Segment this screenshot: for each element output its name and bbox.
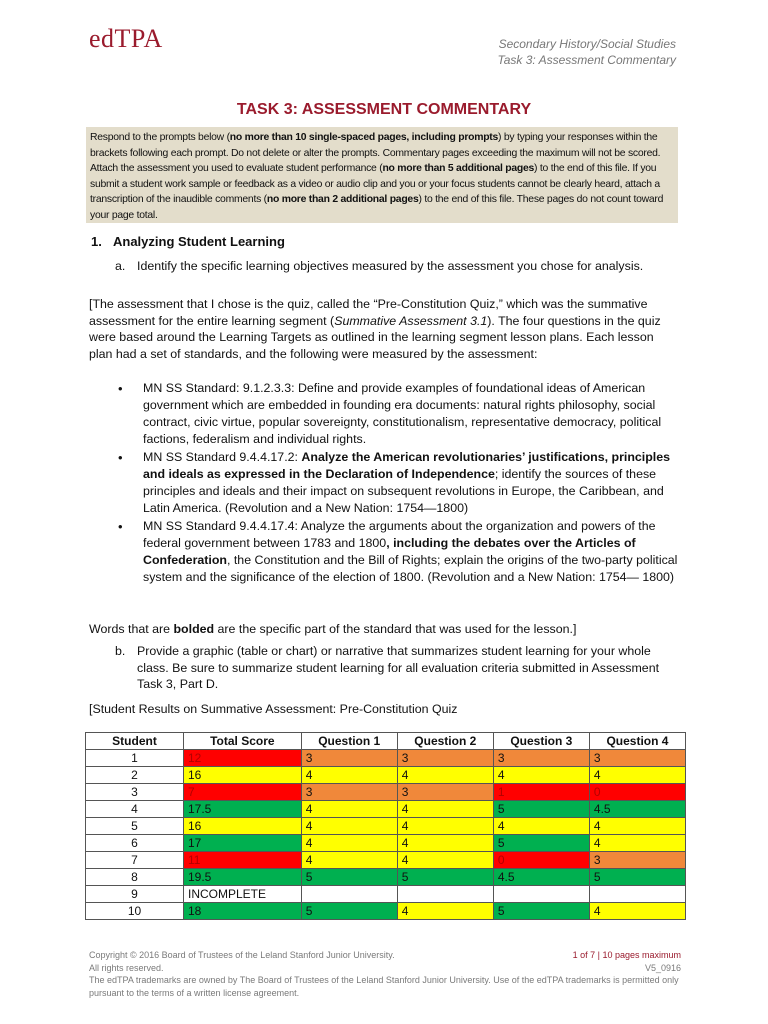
score-cell: 5 — [493, 903, 589, 920]
instructions-bold: no more than 2 additional pages — [266, 194, 419, 206]
score-cell: 19.5 — [184, 869, 302, 886]
page-number: 1 of 7 | 10 pages maximum — [572, 950, 681, 960]
score-cell: 4 — [589, 835, 685, 852]
standard-text: MN SS Standard 9.4.4.17.4: Analyze the arguments about the organization and powers of the federal government between 1783 and 1800 — [143, 519, 656, 550]
score-cell: 3 — [397, 784, 493, 801]
standard-item — [116, 449, 681, 517]
column-header: Question 4 — [589, 733, 685, 750]
score-cell: 4 — [301, 801, 397, 818]
score-cell: 4 — [301, 852, 397, 869]
score-cell: 12 — [184, 750, 302, 767]
prompt-b-text: Provide a graphic (table or chart) or narrative that summarizes student learning for your whole class. Be sure to summarize student learning for all evaluation criteria submitted in Assessment Task 3, Part D. — [137, 644, 660, 692]
score-cell: 5 — [493, 801, 589, 818]
score-cell: 4 — [589, 903, 685, 920]
footer-copyright: Copyright © 2016 Board of Trustees of the Leland Stanford Junior University. — [89, 950, 395, 960]
prompt-a — [115, 258, 655, 275]
score-cell: 4.5 — [589, 801, 685, 818]
score-cell: 4 — [397, 801, 493, 818]
table-row — [86, 784, 686, 801]
score-cell: 3 — [589, 852, 685, 869]
score-cell: 0 — [589, 784, 685, 801]
score-cell: 7 — [184, 784, 302, 801]
column-header: Student — [86, 733, 184, 750]
response-italic: Summative Assessment 3.1 — [334, 313, 488, 328]
table-row — [86, 818, 686, 835]
score-cell: 3 — [301, 784, 397, 801]
score-cell: 3 — [397, 750, 493, 767]
student-cell: 8 — [86, 869, 184, 886]
score-cell: 5 — [589, 869, 685, 886]
table-row — [86, 869, 686, 886]
standard-item — [116, 380, 681, 448]
page-title: TASK 3: ASSESSMENT COMMENTARY — [236, 101, 532, 118]
section-heading — [91, 234, 285, 249]
note-text: are the specific part of the standard that was used for the lesson.] — [214, 622, 577, 636]
footer-trademark: The edTPA trademarks are owned by The Board of Trustees of the Leland Stanford Junior University. Use of the edTPA trademarks is permitted only pursuant to the terms of a written license agreement. — [89, 975, 679, 998]
student-cell: 2 — [86, 767, 184, 784]
prompt-a-text: Identify the specific learning objectives measured by the assessment you chose for analysis. — [137, 259, 644, 273]
table-body — [86, 750, 686, 920]
score-cell: 5 — [301, 903, 397, 920]
score-cell: 5 — [397, 869, 493, 886]
score-cell: 4 — [589, 818, 685, 835]
document-header — [497, 36, 676, 68]
score-cell — [589, 886, 685, 903]
student-cell: 10 — [86, 903, 184, 920]
note-bold: bolded — [173, 622, 215, 636]
edtpa-logo: edTPA — [89, 24, 163, 53]
score-cell: 0 — [493, 852, 589, 869]
instructions-text: Respond to the prompts below ( — [90, 132, 230, 143]
version-label: V5_0916 — [644, 963, 681, 973]
score-cell — [301, 886, 397, 903]
table-row — [86, 886, 686, 903]
instructions-bold: no more than 10 single-spaced pages, including prompts — [229, 132, 499, 143]
instructions-text: ) to the end of this file. These pages do not count toward your page total. — [90, 194, 664, 221]
section-title: Analyzing Student Learning — [113, 234, 285, 249]
table-row — [86, 767, 686, 784]
response-text: [The assessment that I chose is the quiz, called the “Pre-Constitution Quiz,” which was the summative assessment for the entire learning segment ( — [89, 297, 648, 328]
standard-text: ; identify the sources of these principles and ideals and their impact on subsequent revolutions in Europe, the Caribbean, and Latin America. (Revolution and a New Nation: 1754—1800) — [143, 467, 664, 515]
instructions-text: ) by typing your responses within the brackets following each prompt. Do not delete or alter the prompts. Commentary pages exceeding the maximum will not be scored. Attach the assessment you used to evaluate student performance ( — [90, 132, 661, 175]
instructions-bold: no more than 5 additional pages — [382, 163, 535, 175]
column-header: Question 3 — [493, 733, 589, 750]
table-row — [86, 852, 686, 869]
score-cell: 4 — [301, 818, 397, 835]
student-cell: 4 — [86, 801, 184, 818]
score-cell: 17.5 — [184, 801, 302, 818]
score-cell — [397, 886, 493, 903]
results-heading: [Student Results on Summative Assessment: Pre-Constitution Quiz — [89, 702, 458, 716]
bolded-note — [89, 621, 679, 638]
score-cell: 4.5 — [493, 869, 589, 886]
standard-item — [116, 518, 681, 586]
score-cell: 16 — [184, 818, 302, 835]
response-text: ). The four questions in the quiz were based around the Learning Targets as outlined in the learning segment lesson plans. Each lesson plan had a set of standards, and the following were measured by the assessment: — [89, 313, 661, 361]
standard-text: MN SS Standard: 9.1.2.3.3: Define and provide examples of foundational ideas of American government which are embedded in founding era documents: natural rights philosophy, social contract, civic virtue, popular sovereignty, constitutionalism, representative democracy, political factions, federalism and individual rights. — [143, 381, 662, 446]
table-row — [86, 750, 686, 767]
note-text: Words that are — [89, 622, 174, 636]
standard-text: MN SS Standard 9.4.4.17.2: — [143, 450, 302, 464]
header-subject: Secondary History/Social Studies — [498, 37, 676, 51]
score-cell — [493, 886, 589, 903]
score-cell: 17 — [184, 835, 302, 852]
score-cell: 4 — [397, 903, 493, 920]
score-cell: 4 — [397, 852, 493, 869]
score-cell: 5 — [493, 835, 589, 852]
table-row — [86, 801, 686, 818]
score-cell: 4 — [493, 818, 589, 835]
score-cell: 4 — [493, 767, 589, 784]
score-cell: 4 — [397, 835, 493, 852]
table-header-row — [86, 733, 686, 750]
header-task: Task 3: Assessment Commentary — [497, 53, 676, 67]
page-footer — [89, 949, 681, 999]
student-cell: 1 — [86, 750, 184, 767]
student-cell: 7 — [86, 852, 184, 869]
student-cell: 5 — [86, 818, 184, 835]
score-cell: 18 — [184, 903, 302, 920]
standard-bold: , including the debates over the Articles of Confederation — [143, 536, 636, 567]
prompt-b — [115, 643, 675, 693]
score-cell: 4 — [589, 767, 685, 784]
table-row — [86, 903, 686, 920]
instructions-text: ) to the end of this file. If you submit a student work sample or feedback as a video or audio clip and you or your focus students cannot be clearly heard, attach a transcription of the inaudible comments ( — [90, 163, 660, 206]
score-cell: 4 — [301, 835, 397, 852]
column-header: Total Score — [184, 733, 302, 750]
footer-rights: All rights reserved. — [89, 962, 164, 973]
score-cell: 5 — [301, 869, 397, 886]
results-table — [85, 732, 686, 920]
student-cell: 9 — [86, 886, 184, 903]
prompt-a-label: a. — [115, 259, 126, 273]
student-cell: 6 — [86, 835, 184, 852]
score-cell: 3 — [493, 750, 589, 767]
score-cell: 3 — [301, 750, 397, 767]
score-cell: 4 — [301, 767, 397, 784]
score-cell: 4 — [397, 767, 493, 784]
instructions-box — [86, 127, 678, 223]
student-cell: 3 — [86, 784, 184, 801]
column-header: Question 2 — [397, 733, 493, 750]
score-cell: INCOMPLETE — [184, 886, 302, 903]
score-cell: 3 — [589, 750, 685, 767]
prompt-b-label: b. — [115, 644, 126, 658]
score-cell: 1 — [493, 784, 589, 801]
section-number: 1. — [91, 234, 102, 249]
table-row — [86, 835, 686, 852]
standards-list — [116, 380, 681, 587]
column-header: Question 1 — [301, 733, 397, 750]
score-cell: 16 — [184, 767, 302, 784]
standard-text: , the Constitution and the Bill of Rights; explain the origins of the two-party political system and the significance of the election of 1800. (Revolution and a New Nation: 1754— 1800) — [143, 553, 678, 584]
response-a — [89, 296, 679, 362]
score-cell: 4 — [397, 818, 493, 835]
score-cell: 11 — [184, 852, 302, 869]
standard-bold: Analyze the American revolutionaries’ justifications, principles and ideals as expressed in the Declaration of Independence — [143, 450, 671, 481]
